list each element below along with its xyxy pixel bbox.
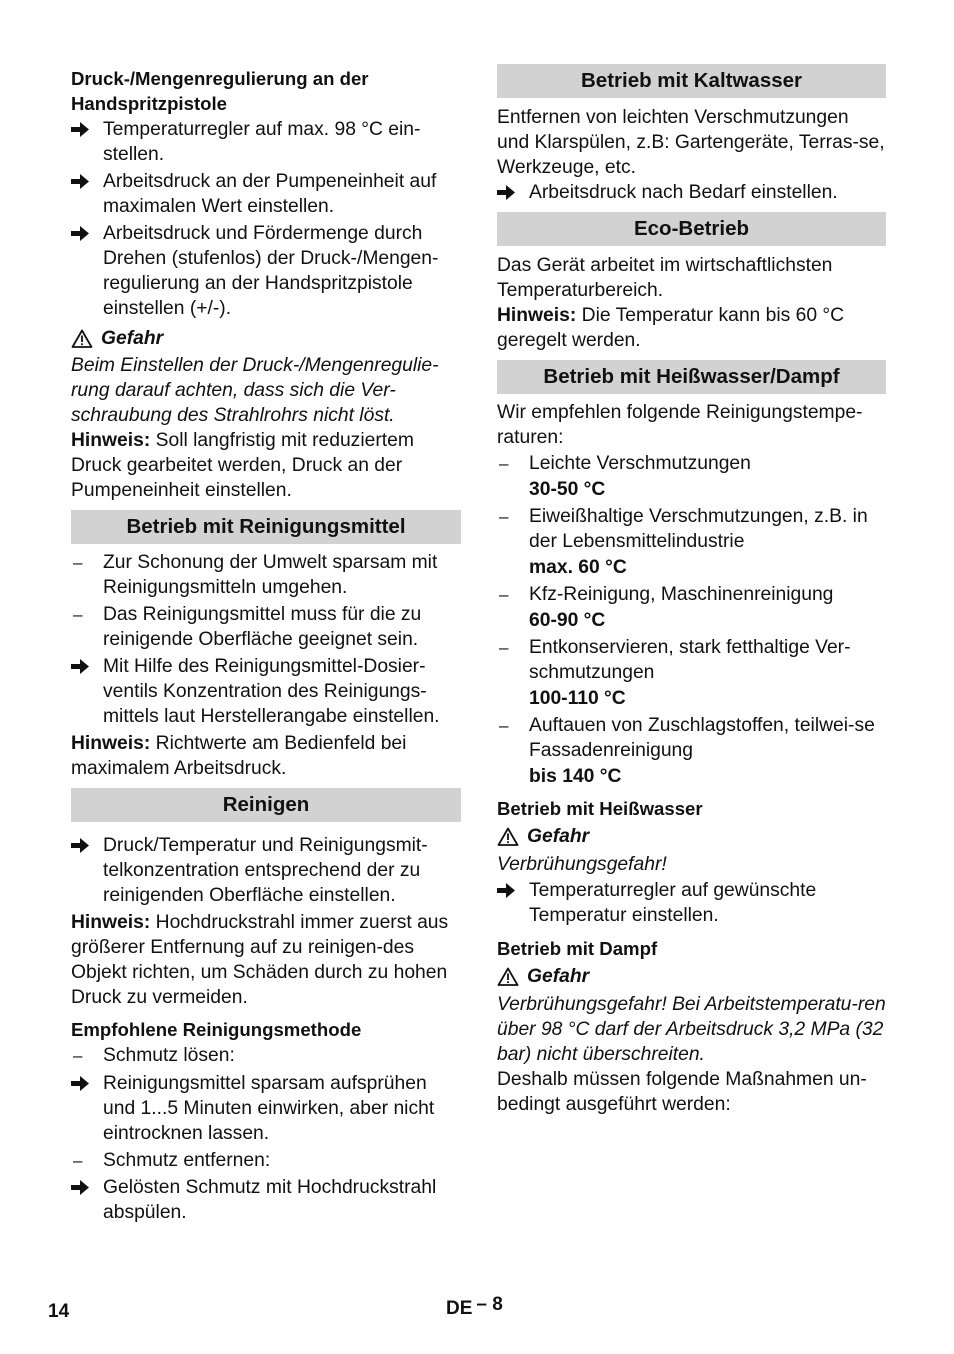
arrow-right-icon bbox=[71, 1175, 95, 1195]
list-item bbox=[71, 550, 461, 600]
danger-text: Beim Einstellen der Druck-/Mengenregulie-rung darauf achten, dass sich die Ver-schraubung des Strahlrohrs nicht löst. bbox=[71, 355, 439, 426]
arrow-right-icon bbox=[71, 169, 95, 189]
hint-text: Hochdruckstrahl immer zuerst aus größerer Entfernung auf zu reinigen-des Objekt richten, um Schäden durch zu hohen Druck zu vermeiden. bbox=[71, 912, 449, 1008]
hint-text: Soll langfristig mit reduziertem Druck gearbeitet werden, Druck an der Pumpeneinheit einstellen. bbox=[71, 430, 414, 501]
arrow-right-icon bbox=[71, 221, 95, 241]
temp-item bbox=[497, 713, 886, 763]
list-item-text: Temperaturregler auf gewünschte Temperatur einstellen. bbox=[529, 880, 817, 926]
sub-page-number: – 8 bbox=[476, 1294, 503, 1315]
temp-item-label: Eiweißhaltige Verschmutzungen, z.B. in der Lebensmittelindustrie bbox=[529, 506, 868, 552]
danger-heading bbox=[497, 963, 886, 989]
dash-bullet: – bbox=[73, 1151, 83, 1170]
paragraph: Entfernen von leichten Verschmutzungen und Klarspülen, z.B: Gartengeräte, Terras-se, Werkzeuge, etc. bbox=[497, 107, 885, 178]
list-item-text: Schmutz entfernen: bbox=[103, 1150, 271, 1171]
list-item-text: Arbeitsdruck an der Pumpeneinheit auf maximalen Wert einstellen. bbox=[103, 171, 437, 217]
section-bar-heisswasser-dampf: Betrieb mit Heißwasser/Dampf bbox=[497, 360, 886, 394]
paragraph: Das Gerät arbeitet im wirtschaftlichsten Temperaturbereich. bbox=[497, 255, 833, 301]
paragraph: Wir empfehlen folgende Reinigungstempe-raturen: bbox=[497, 402, 863, 448]
temp-value: 100-110 °C bbox=[529, 688, 626, 709]
temp-item-label: Auftauen von Zuschlagstoffen, teilwei-se Fassadenreinigung bbox=[529, 715, 875, 761]
warning-triangle-icon bbox=[497, 827, 519, 846]
list-item-text: Arbeitsdruck und Fördermenge durch Drehen (stufenlos) der Druck-/Mengen-regulierung an der Handspritzpistole einstellen (+/-). bbox=[103, 223, 439, 319]
hint-paragraph bbox=[497, 303, 886, 353]
temp-item bbox=[497, 582, 886, 607]
warning-triangle-icon bbox=[497, 967, 519, 986]
danger-heading bbox=[71, 325, 461, 351]
arrow-right-icon bbox=[497, 878, 521, 898]
arrow-right-icon bbox=[497, 180, 521, 200]
list-item bbox=[71, 221, 461, 321]
temp-value: 30-50 °C bbox=[529, 479, 606, 500]
dash-bullet: – bbox=[499, 638, 509, 657]
list-item-text: Gelösten Schmutz mit Hochdruckstrahl abspülen. bbox=[103, 1177, 437, 1223]
paragraph: Deshalb müssen folgende Maßnahmen un-bedingt ausgeführt werden: bbox=[497, 1069, 867, 1115]
section-bar-reinigen: Reinigen bbox=[71, 788, 461, 822]
list-item-text: Mit Hilfe des Reinigungsmittel-Dosier-ventils Konzentration des Reinigungs-mittels laut Herstellerangabe einstellen. bbox=[103, 656, 440, 727]
list-item-text: Schmutz lösen: bbox=[103, 1045, 235, 1066]
list-item bbox=[71, 1148, 461, 1173]
arrow-right-icon bbox=[71, 833, 95, 853]
danger-label: Gefahr bbox=[527, 825, 590, 847]
dash-bullet: – bbox=[499, 585, 509, 604]
hint-label: Hinweis: bbox=[71, 912, 151, 933]
hint-label: Hinweis: bbox=[497, 305, 577, 326]
section-bar-kaltwasser: Betrieb mit Kaltwasser bbox=[497, 64, 886, 98]
list-item-text: Arbeitsdruck nach Bedarf einstellen. bbox=[529, 182, 838, 203]
hint-paragraph bbox=[71, 910, 461, 1010]
list-item bbox=[497, 180, 886, 205]
list-item bbox=[71, 169, 461, 219]
section-title-dampf: Betrieb mit Dampf bbox=[497, 938, 658, 959]
temp-item-label: Leichte Verschmutzungen bbox=[529, 453, 751, 474]
section-title-reinigungsmethode: Empfohlene Reinigungsmethode bbox=[71, 1019, 362, 1040]
hint-label: Hinweis: bbox=[71, 733, 151, 754]
danger-text: Verbrühungsgefahr! bbox=[497, 854, 667, 875]
list-item bbox=[497, 878, 886, 928]
page-number: 14 bbox=[48, 1301, 70, 1322]
left-column bbox=[71, 64, 461, 1225]
section-bar-eco-betrieb: Eco-Betrieb bbox=[497, 212, 886, 246]
page-footer bbox=[446, 1296, 503, 1321]
dash-bullet: – bbox=[499, 454, 509, 473]
arrow-right-icon bbox=[71, 654, 95, 674]
danger-label: Gefahr bbox=[101, 327, 164, 349]
temp-value: max. 60 °C bbox=[529, 557, 627, 578]
danger-heading bbox=[497, 823, 886, 849]
temp-item bbox=[497, 451, 886, 476]
list-item bbox=[71, 654, 461, 729]
hint-label: Hinweis: bbox=[71, 430, 151, 451]
hint-paragraph bbox=[71, 428, 461, 503]
language-code: DE bbox=[446, 1298, 473, 1319]
temp-value: bis 140 °C bbox=[529, 766, 622, 787]
warning-triangle-icon bbox=[71, 329, 93, 348]
dash-bullet: – bbox=[73, 1046, 83, 1065]
hint-text: Richtwerte am Bedienfeld bei maximalem Arbeitsdruck. bbox=[71, 733, 407, 779]
list-item bbox=[71, 1175, 461, 1225]
list-item-text: Zur Schonung der Umwelt sparsam mit Reinigungsmitteln umgehen. bbox=[103, 552, 438, 598]
temp-item-label: Entkonservieren, stark fetthaltige Ver-schmutzungen bbox=[529, 637, 851, 683]
list-item-text: Das Reinigungsmittel muss für die zu reinigende Oberfläche geeignet sein. bbox=[103, 604, 422, 650]
arrow-right-icon bbox=[71, 1071, 95, 1091]
section-bar-reinigungsmittel: Betrieb mit Reinigungsmittel bbox=[71, 510, 461, 544]
temp-item bbox=[497, 635, 886, 685]
list-item-text: Druck/Temperatur und Reinigungsmit-telkonzentration entsprechend der zu reinigenden Oberfläche einstellen. bbox=[103, 835, 428, 906]
list-item bbox=[71, 1071, 461, 1146]
temp-value: 60-90 °C bbox=[529, 610, 606, 631]
temp-item-label: Kfz-Reinigung, Maschinenreinigung bbox=[529, 584, 834, 605]
list-item bbox=[71, 833, 461, 908]
danger-text: Verbrühungsgefahr! Bei Arbeitstemperatu-ren über 98 °C darf der Arbeitsdruck 3,2 MPa (32 bar) nicht überschreiten. bbox=[497, 994, 886, 1065]
section-title-druck-mengenregulierung: Druck-/Mengenregulierung an der Handspritzpistole bbox=[71, 68, 369, 114]
list-item bbox=[71, 117, 461, 167]
danger-label: Gefahr bbox=[527, 965, 590, 987]
arrow-right-icon bbox=[71, 117, 95, 137]
temp-item bbox=[497, 504, 886, 554]
list-item bbox=[71, 602, 461, 652]
section-title-heisswasser: Betrieb mit Heißwasser bbox=[497, 798, 703, 819]
dash-bullet: – bbox=[499, 716, 509, 735]
hint-text: Die Temperatur kann bis 60 °C geregelt werden. bbox=[497, 305, 845, 351]
dash-bullet: – bbox=[499, 507, 509, 526]
list-item-text: Temperaturregler auf max. 98 °C ein-stellen. bbox=[103, 119, 421, 165]
list-item-text: Reinigungsmittel sparsam aufsprühen und 1...5 Minuten einwirken, aber nicht eintrocknen lassen. bbox=[103, 1073, 435, 1144]
dash-bullet: – bbox=[73, 605, 83, 624]
dash-bullet: – bbox=[73, 553, 83, 572]
list-item bbox=[71, 1043, 461, 1068]
right-column bbox=[497, 64, 886, 1117]
hint-paragraph bbox=[71, 731, 461, 781]
